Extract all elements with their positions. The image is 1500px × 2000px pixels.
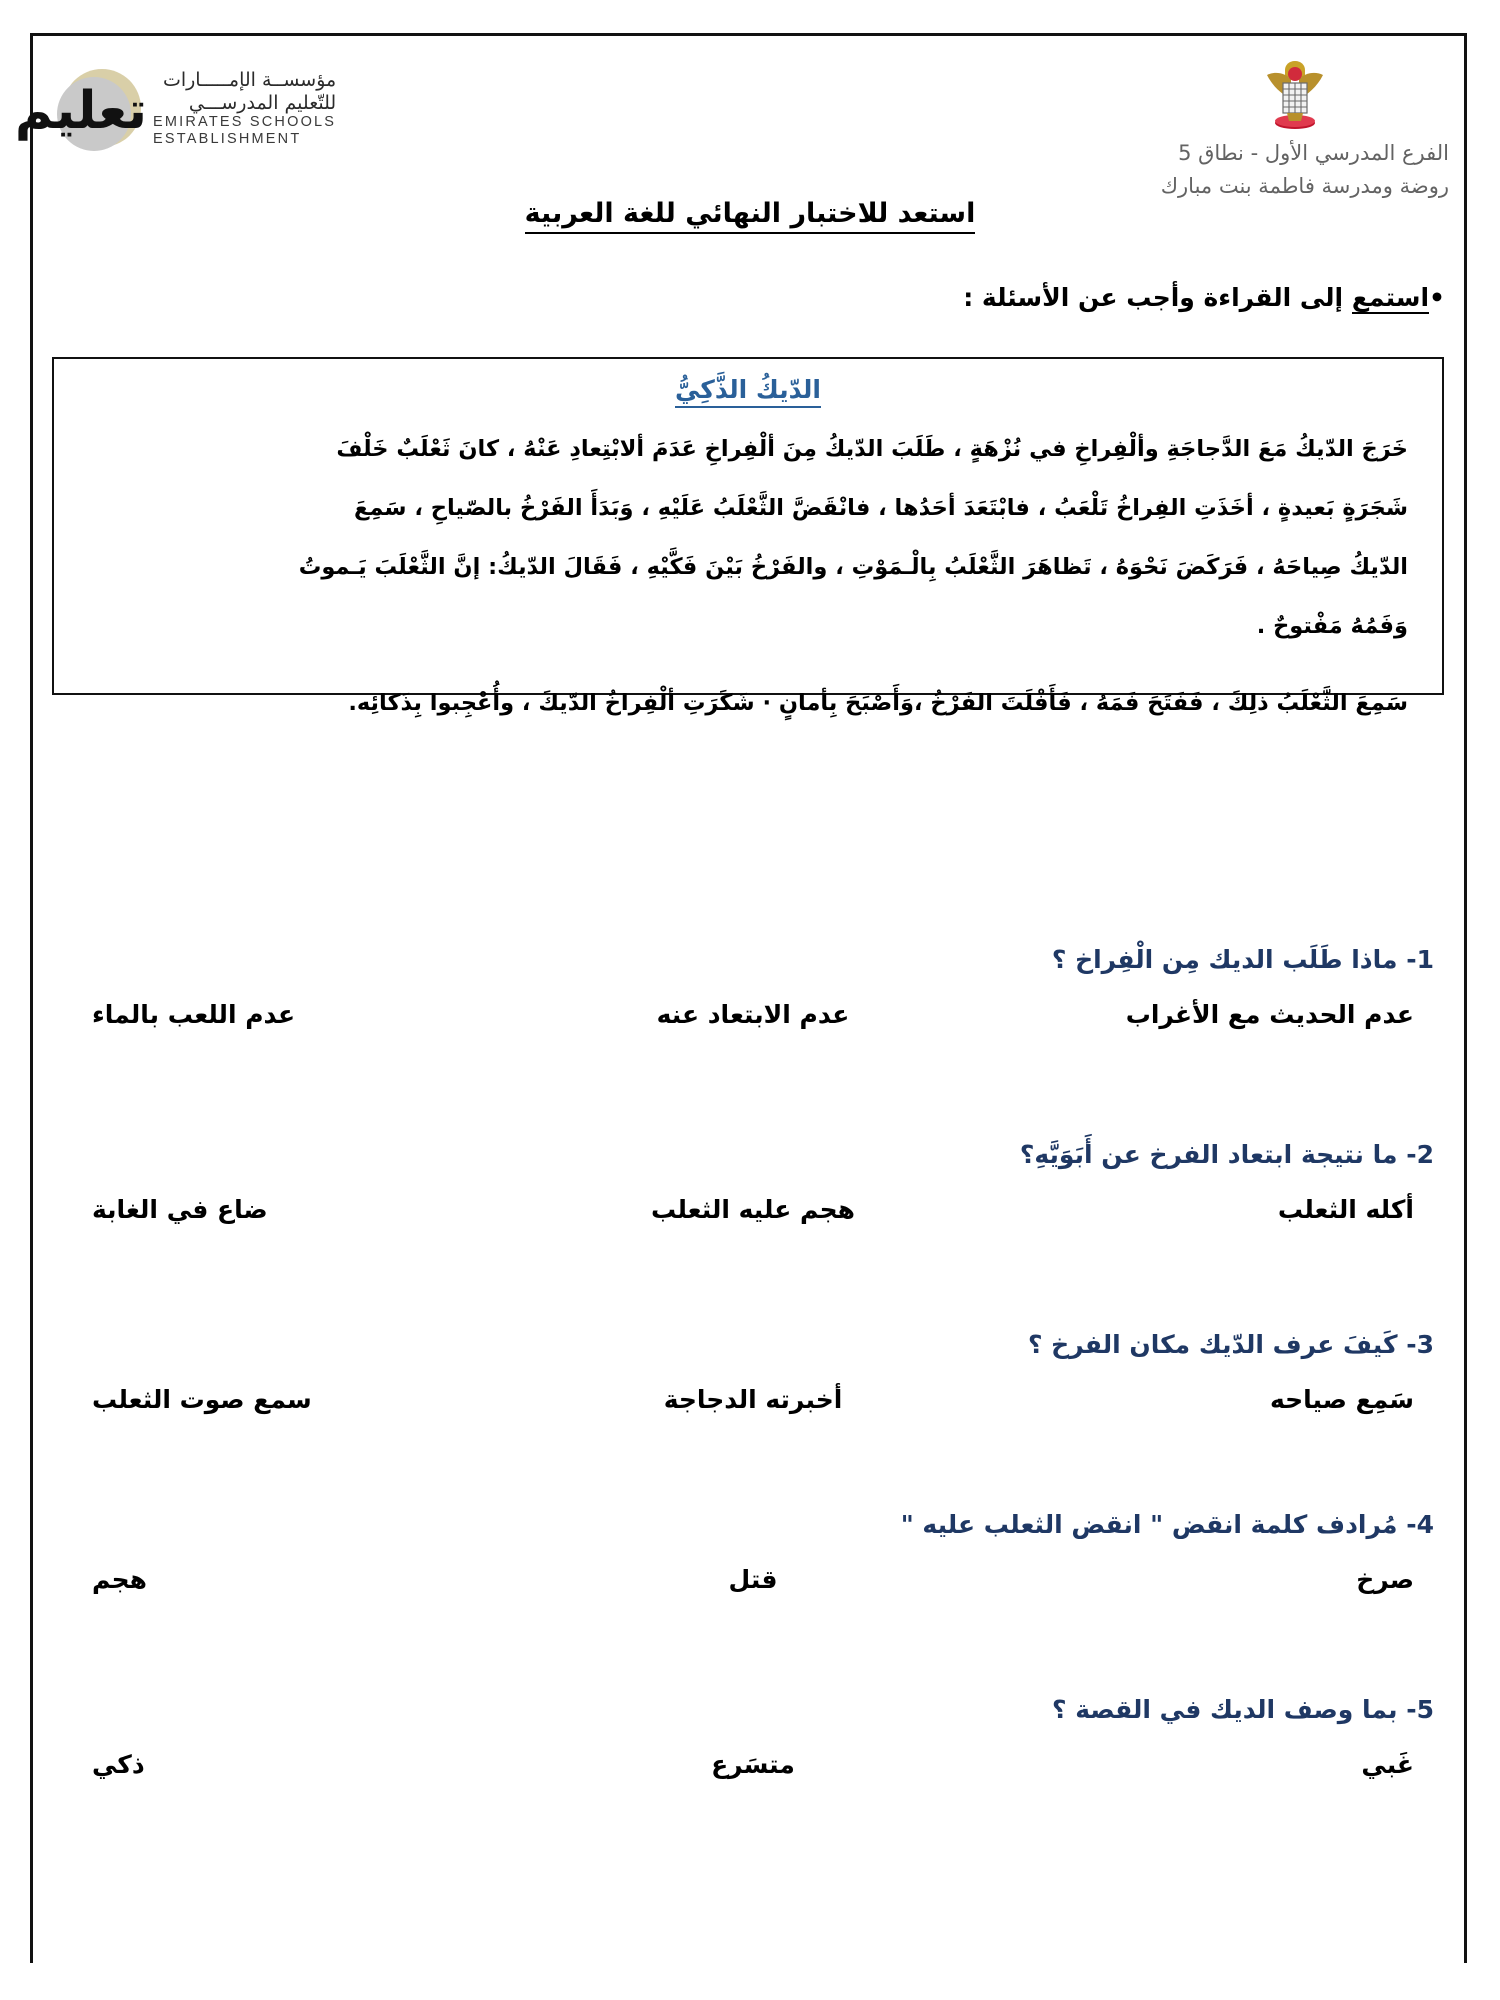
question-block-2 [52, 1140, 1444, 1224]
logo-wordmark [153, 69, 336, 148]
option-4-b[interactable]: قتل [728, 1565, 778, 1594]
passage-line: وَفَمُهُ مَفْتوحٌ . [1256, 612, 1408, 639]
school-identification [1161, 53, 1449, 202]
question-block-5 [52, 1695, 1444, 1779]
logo-arabic-line-2: للتّعليم المدرســـي [188, 91, 337, 114]
question-text-1: 1- ماذا طَلَب الديك مِن الْفِراخ ؟ [1051, 945, 1434, 974]
option-5-a[interactable]: غَبي [1361, 1750, 1414, 1779]
page-title [0, 198, 1500, 229]
question-text-2: 2- ما نتيجة ابتعاد الفرخ عن أَبَوَيَّهِ؟ [1019, 1140, 1434, 1169]
uae-emblem-icon [1259, 53, 1331, 131]
option-3-a[interactable]: سَمِع صياحه [1269, 1385, 1414, 1414]
option-2-c[interactable]: ضاع في الغابة [91, 1195, 268, 1224]
question-block-3 [52, 1330, 1444, 1414]
question-text-5: 5- بما وصف الديك في القصة ؟ [1052, 1695, 1434, 1724]
passage-title-text: الدّيكُ الذَّكِيُّ [675, 375, 821, 408]
passage-line: الدّيكُ صِياحَهُ ، فَرَكَضَ نَحْوَهُ ، تَظاهَرَ الثَّعْلَبُ بِالْـمَوْتِ ، والفَرْخُ بَيْنَ فَكَّيْهِ ، فَقَالَ الدّيكُ: إنَّ الثَّعْلَبَ يَـموتُ [298, 553, 1408, 580]
passage-line: شَجَرَةٍ بَعيدةٍ ، أخَذَتِ الفِراخُ تَلْعَبُ ، فابْتَعَدَ أحَدُها ، فانْقَضَّ الثَّعْلَبُ عَلَيْهِ ، وَبَدَأَ الفَرْخُ بالصّياحِ ، سَمِعَ [353, 494, 1408, 521]
option-1-c[interactable]: عدم اللعب بالماء [91, 1000, 296, 1029]
options-row-1 [52, 1000, 1444, 1029]
passage-spacer [88, 656, 1408, 674]
school-branch-line: الفرع المدرسي الأول - نطاق 5 [1178, 141, 1449, 165]
option-3-c[interactable]: سمع صوت الثعلب [91, 1385, 312, 1414]
passage-title [54, 375, 1442, 404]
reading-passage-box [52, 357, 1444, 716]
option-1-a[interactable]: عدم الحديث مع الأغراب [1125, 1000, 1414, 1029]
logo-arabic-script: تعليم [14, 81, 147, 141]
question-block-1 [52, 945, 1444, 1029]
option-1-b[interactable]: عدم الابتعاد عنه [656, 1000, 850, 1029]
instruction-bullet: • [1429, 283, 1445, 312]
option-4-a[interactable]: صرخ [1356, 1565, 1414, 1594]
option-2-b[interactable]: هجم عليه الثعلب [651, 1195, 855, 1224]
options-row-3 [52, 1385, 1444, 1414]
option-5-c[interactable]: ذكي [91, 1750, 145, 1779]
options-row-2 [52, 1195, 1444, 1224]
organization-logo [14, 63, 337, 155]
option-3-b[interactable]: أخبرته الدجاجة [663, 1385, 843, 1414]
ese-logo-icon [14, 63, 147, 155]
question-block-4 [52, 1510, 1444, 1594]
passage-line: خَرَجَ الدّيكُ مَعَ الدَّجاجَةِ وألْفِراخِ في نُزْهَةٍ ، طَلَبَ الدّيكُ مِنَ ألْفِراخِ عَدَمَ ألابْتِعادِ عَنْهُ ، كانَ ثَعْلَبٌ خَلْفَ [336, 436, 1408, 462]
options-row-4 [52, 1565, 1444, 1594]
logo-arabic-line-1: مؤسســة الإمـــــارات [162, 69, 337, 92]
instruction-line [963, 283, 1445, 312]
option-4-c[interactable]: هجم [91, 1565, 147, 1594]
document-header [14, 45, 1455, 198]
passage-final-line: سَمِعَ الثَّعْلَبُ ذلِكَ ، فَفَتَحَ فَمَهُ ، فَأَفْلَتَ الفَرْخُ ،وَأَصْبَحَ بِأمانٍ · شَكَرَتِ ألْفِراخُ الدّيكَ ، وأُعْجِبوا بِذَكائِه. [348, 689, 1408, 716]
options-row-5 [52, 1750, 1444, 1779]
question-text-3: 3- كَيفَ عرف الدّيك مكان الفرخ ؟ [1027, 1330, 1434, 1359]
logo-english-line-2: ESTABLISHMENT [153, 131, 302, 148]
passage-body [54, 404, 1442, 733]
option-5-b[interactable]: متسَرع [711, 1750, 795, 1779]
question-text-4: 4- مُرادف كلمة انقض " انقض الثعلب عليه " [900, 1510, 1434, 1539]
instruction-rest: إلى القراءة وأجب عن الأسئلة : [963, 283, 1352, 312]
logo-english-line-1: EMIRATES SCHOOLS [153, 114, 337, 131]
school-name-line: روضة ومدرسة فاطمة بنت مبارك [1160, 173, 1449, 198]
option-2-a[interactable]: أكله الثعلب [1277, 1195, 1414, 1224]
page-title-text: استعد للاختبار النهائي للغة العربية [525, 198, 976, 234]
instruction-underlined-word: استمع [1351, 283, 1430, 312]
